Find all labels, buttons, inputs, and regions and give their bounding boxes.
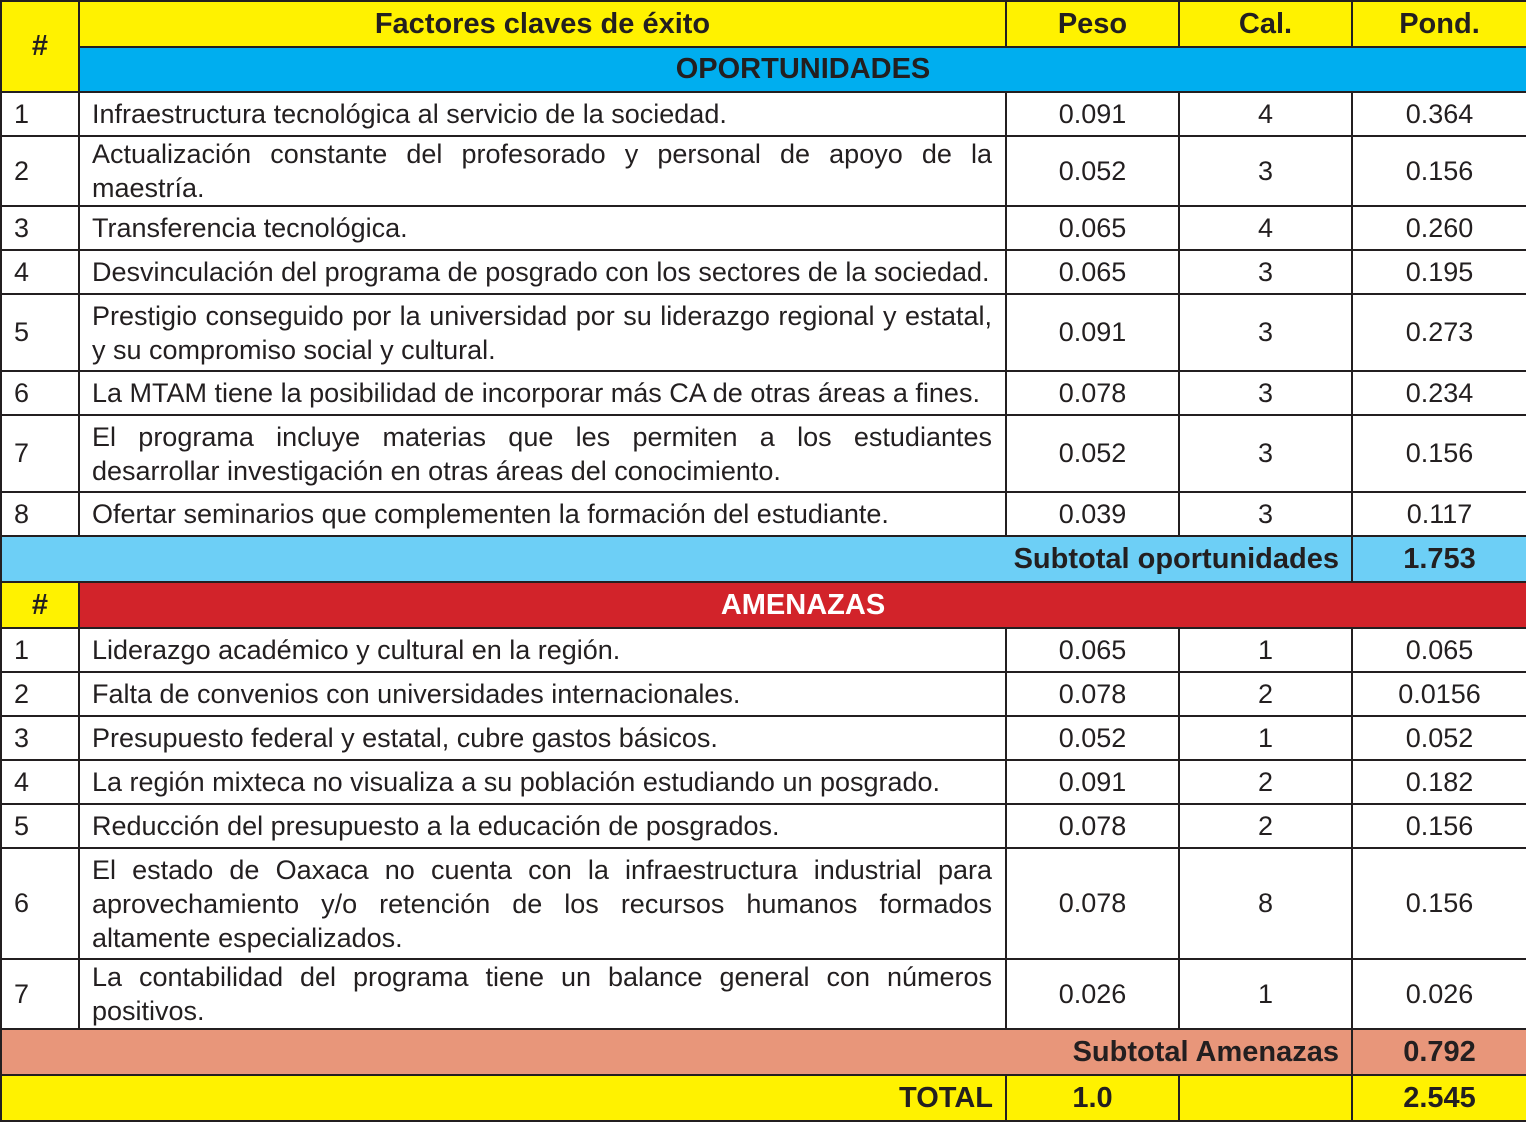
row-factor: Desvinculación del programa de posgrado con los sectores de la sociedad. xyxy=(79,250,1006,294)
row-peso: 0.091 xyxy=(1006,760,1179,804)
row-factor: El estado de Oaxaca no cuenta con la infraestructura industrial para aprovechamiento y/o retención de los recursos humanos formados altamente especializados. xyxy=(79,848,1006,959)
row-num: 3 xyxy=(1,716,79,760)
row-pond: 0.364 xyxy=(1352,92,1526,136)
row-factor: Liderazgo académico y cultural en la región. xyxy=(79,628,1006,672)
header-row xyxy=(1,1,1526,47)
row-cal: 1 xyxy=(1179,628,1352,672)
row-peso: 0.052 xyxy=(1006,716,1179,760)
row-num: 6 xyxy=(1,371,79,415)
subtotal-oportunidades-row xyxy=(1,536,1526,582)
row-cal: 3 xyxy=(1179,371,1352,415)
row-num: 7 xyxy=(1,415,79,492)
table-row xyxy=(1,206,1526,250)
row-pond: 0.234 xyxy=(1352,371,1526,415)
row-factor: Actualización constante del profesorado y personal de apoyo de la maestría. xyxy=(79,136,1006,206)
table-row xyxy=(1,136,1526,206)
row-factor: Transferencia tecnológica. xyxy=(79,206,1006,250)
header-num: # xyxy=(1,1,79,92)
row-cal: 2 xyxy=(1179,672,1352,716)
row-cal: 4 xyxy=(1179,92,1352,136)
row-peso: 0.052 xyxy=(1006,415,1179,492)
row-peso: 0.065 xyxy=(1006,628,1179,672)
table-row xyxy=(1,672,1526,716)
header-peso: Peso xyxy=(1006,1,1179,47)
row-factor: Reducción del presupuesto a la educación de posgrados. xyxy=(79,804,1006,848)
row-num: 4 xyxy=(1,250,79,294)
row-factor: Presupuesto federal y estatal, cubre gastos básicos. xyxy=(79,716,1006,760)
row-peso: 0.052 xyxy=(1006,136,1179,206)
row-cal: 3 xyxy=(1179,415,1352,492)
row-pond: 0.156 xyxy=(1352,848,1526,959)
table-row xyxy=(1,716,1526,760)
row-pond: 0.260 xyxy=(1352,206,1526,250)
amenazas-title: AMENAZAS xyxy=(79,582,1526,628)
row-cal: 3 xyxy=(1179,136,1352,206)
row-num: 8 xyxy=(1,492,79,536)
row-num: 4 xyxy=(1,760,79,804)
subtotal-oportunidades-value: 1.753 xyxy=(1352,536,1526,582)
subtotal-amenazas-row xyxy=(1,1029,1526,1075)
oportunidades-title-row xyxy=(1,47,1526,92)
header-factor: Factores claves de éxito xyxy=(79,1,1006,47)
row-peso: 0.065 xyxy=(1006,206,1179,250)
row-num: 5 xyxy=(1,294,79,371)
table-row xyxy=(1,760,1526,804)
row-peso: 0.078 xyxy=(1006,848,1179,959)
row-pond: 0.156 xyxy=(1352,136,1526,206)
row-peso: 0.078 xyxy=(1006,672,1179,716)
oportunidades-title: OPORTUNIDADES xyxy=(79,47,1526,92)
row-pond: 0.156 xyxy=(1352,415,1526,492)
row-num: 7 xyxy=(1,959,79,1029)
row-num: 1 xyxy=(1,628,79,672)
total-label: TOTAL xyxy=(1,1075,1006,1121)
row-num: 1 xyxy=(1,92,79,136)
row-pond: 0.273 xyxy=(1352,294,1526,371)
row-factor: Infraestructura tecnológica al servicio de la sociedad. xyxy=(79,92,1006,136)
row-cal: 3 xyxy=(1179,294,1352,371)
table-row xyxy=(1,250,1526,294)
table-row xyxy=(1,492,1526,536)
row-factor: Ofertar seminarios que complementen la formación del estudiante. xyxy=(79,492,1006,536)
table-row xyxy=(1,92,1526,136)
row-pond: 0.117 xyxy=(1352,492,1526,536)
row-factor: El programa incluye materias que les permiten a los estudiantes desarrollar investigación en otras áreas del conocimiento. xyxy=(79,415,1006,492)
row-pond: 0.065 xyxy=(1352,628,1526,672)
row-num: 5 xyxy=(1,804,79,848)
row-factor: La región mixteca no visualiza a su población estudiando un posgrado. xyxy=(79,760,1006,804)
row-num: 3 xyxy=(1,206,79,250)
row-pond: 0.156 xyxy=(1352,804,1526,848)
row-pond: 0.026 xyxy=(1352,959,1526,1029)
row-cal: 2 xyxy=(1179,804,1352,848)
row-peso: 0.091 xyxy=(1006,294,1179,371)
row-pond: 0.0156 xyxy=(1352,672,1526,716)
row-cal: 2 xyxy=(1179,760,1352,804)
header-cal: Cal. xyxy=(1179,1,1352,47)
table-row xyxy=(1,294,1526,371)
total-pond: 2.545 xyxy=(1352,1075,1526,1121)
header-pond: Pond. xyxy=(1352,1,1526,47)
table-row xyxy=(1,371,1526,415)
table-row xyxy=(1,959,1526,1029)
row-pond: 0.182 xyxy=(1352,760,1526,804)
row-cal: 8 xyxy=(1179,848,1352,959)
subtotal-amenazas-label: Subtotal Amenazas xyxy=(1,1029,1352,1075)
row-factor: La MTAM tiene la posibilidad de incorporar más CA de otras áreas a fines. xyxy=(79,371,1006,415)
total-row xyxy=(1,1075,1526,1121)
row-num: 2 xyxy=(1,136,79,206)
row-num: 6 xyxy=(1,848,79,959)
row-pond: 0.052 xyxy=(1352,716,1526,760)
table-row xyxy=(1,415,1526,492)
table-row xyxy=(1,628,1526,672)
table-row xyxy=(1,848,1526,959)
amenazas-title-row xyxy=(1,582,1526,628)
row-peso: 0.026 xyxy=(1006,959,1179,1029)
row-factor: Prestigio conseguido por la universidad por su liderazgo regional y estatal, y su compromiso social y cultural. xyxy=(79,294,1006,371)
row-factor: Falta de convenios con universidades internacionales. xyxy=(79,672,1006,716)
row-cal: 1 xyxy=(1179,716,1352,760)
total-peso: 1.0 xyxy=(1006,1075,1179,1121)
total-cal-empty xyxy=(1179,1075,1352,1121)
amenazas-num-header: # xyxy=(1,582,79,628)
subtotal-oportunidades-label: Subtotal oportunidades xyxy=(1,536,1352,582)
row-peso: 0.091 xyxy=(1006,92,1179,136)
row-factor: La contabilidad del programa tiene un balance general con números positivos. xyxy=(79,959,1006,1029)
row-pond: 0.195 xyxy=(1352,250,1526,294)
table-row xyxy=(1,804,1526,848)
row-peso: 0.078 xyxy=(1006,804,1179,848)
row-peso: 0.078 xyxy=(1006,371,1179,415)
row-cal: 3 xyxy=(1179,250,1352,294)
row-cal: 1 xyxy=(1179,959,1352,1029)
row-num: 2 xyxy=(1,672,79,716)
row-cal: 3 xyxy=(1179,492,1352,536)
row-cal: 4 xyxy=(1179,206,1352,250)
row-peso: 0.065 xyxy=(1006,250,1179,294)
row-peso: 0.039 xyxy=(1006,492,1179,536)
subtotal-amenazas-value: 0.792 xyxy=(1352,1029,1526,1075)
